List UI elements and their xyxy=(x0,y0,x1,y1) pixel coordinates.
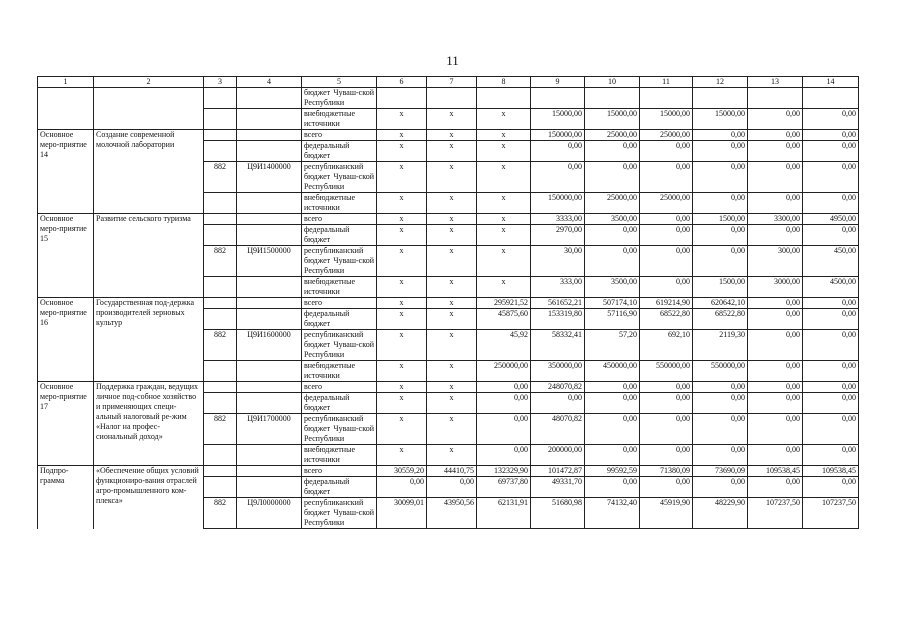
budget-code xyxy=(237,109,302,130)
measure-label: Основное меро-приятие 15 xyxy=(38,214,94,298)
value-cell: 0,00 xyxy=(748,141,803,162)
value-cell: 250000,00 xyxy=(477,361,531,382)
value-cell: 15000,00 xyxy=(531,109,585,130)
header-cell: 8 xyxy=(477,77,531,88)
funding-source: всего xyxy=(302,130,377,141)
value-cell: 0,00 xyxy=(585,382,640,393)
value-cell: 58332,41 xyxy=(531,330,585,361)
value-cell: 0,00 xyxy=(803,477,859,498)
value-cell: 200000,00 xyxy=(531,445,585,466)
ministry-code xyxy=(204,277,237,298)
value-cell: 150000,00 xyxy=(531,130,585,141)
header-cell: 3 xyxy=(204,77,237,88)
value-cell: 69737,80 xyxy=(477,477,531,498)
value-cell: 0,00 xyxy=(477,445,531,466)
value-cell: 0,00 xyxy=(585,393,640,414)
value-cell: 295921,52 xyxy=(477,298,531,309)
value-cell: x xyxy=(427,414,477,445)
header-cell: 11 xyxy=(640,77,693,88)
header-cell: 6 xyxy=(377,77,427,88)
budget-code xyxy=(237,361,302,382)
value-cell: 109538,45 xyxy=(803,466,859,477)
value-cell: x xyxy=(427,214,477,225)
value-cell: 0,00 xyxy=(748,225,803,246)
funding-source: федеральный бюджет xyxy=(302,309,377,330)
value-cell: 0,00 xyxy=(477,393,531,414)
ministry-code xyxy=(204,477,237,498)
ministry-code xyxy=(204,445,237,466)
budget-code: Ц9Л0000000 xyxy=(237,498,302,529)
value-cell: 550000,00 xyxy=(640,361,693,382)
measure-label: Основное меро-приятие 17 xyxy=(38,382,94,466)
ministry-code xyxy=(204,109,237,130)
value-cell: 0,00 xyxy=(748,382,803,393)
header-cell: 7 xyxy=(427,77,477,88)
value-cell: 44410,75 xyxy=(427,466,477,477)
value-cell: 0,00 xyxy=(640,477,693,498)
value-cell: 0,00 xyxy=(803,309,859,330)
ministry-code xyxy=(204,214,237,225)
budget-code xyxy=(237,466,302,477)
header-cell: 4 xyxy=(237,77,302,88)
budget-code: Ц9И1400000 xyxy=(237,162,302,193)
value-cell: 0,00 xyxy=(640,246,693,277)
value-cell: 0,00 xyxy=(748,130,803,141)
value-cell: 0,00 xyxy=(640,141,693,162)
value-cell: 48229,90 xyxy=(693,498,748,529)
value-cell: 0,00 xyxy=(693,477,748,498)
measure-description: Государственная под-держка производителей зерновых культур xyxy=(94,298,204,382)
value-cell: 68522,80 xyxy=(640,309,693,330)
value-cell xyxy=(377,88,427,109)
value-cell xyxy=(748,88,803,109)
measure-label: Подпро-грамма xyxy=(38,466,94,529)
value-cell: 45875,60 xyxy=(477,309,531,330)
value-cell: 25000,00 xyxy=(640,130,693,141)
value-cell: 15000,00 xyxy=(693,109,748,130)
value-cell: x xyxy=(377,162,427,193)
funding-source: всего xyxy=(302,466,377,477)
funding-source: федеральный бюджет xyxy=(302,477,377,498)
funding-source: внебюджетные источники xyxy=(302,361,377,382)
value-cell: x xyxy=(477,193,531,214)
value-cell: 0,00 xyxy=(427,477,477,498)
table-row xyxy=(38,382,859,393)
measure-description: «Обеспечение общих условий функциониро-вания отраслей агро-промышленного ком-плекса» xyxy=(94,466,204,529)
value-cell: 3500,00 xyxy=(585,214,640,225)
ministry-code xyxy=(204,382,237,393)
measure-description: Поддержка граждан, ведущих личное под-собное хозяйство и применяющих специ-альный налоговый ре-жим «Налог на профес-сиональный доход» xyxy=(94,382,204,466)
value-cell: 0,00 xyxy=(748,298,803,309)
value-cell: x xyxy=(427,193,477,214)
ministry-code xyxy=(204,361,237,382)
value-cell: 0,00 xyxy=(377,477,427,498)
value-cell: 0,00 xyxy=(693,141,748,162)
funding-source: внебюджетные источники xyxy=(302,193,377,214)
value-cell: 550000,00 xyxy=(693,361,748,382)
funding-source: всего xyxy=(302,382,377,393)
value-cell: x xyxy=(377,382,427,393)
value-cell: 0,00 xyxy=(640,382,693,393)
value-cell: 0,00 xyxy=(640,214,693,225)
value-cell: 132329,90 xyxy=(477,466,531,477)
value-cell: 620642,10 xyxy=(693,298,748,309)
value-cell: 0,00 xyxy=(640,445,693,466)
value-cell: x xyxy=(377,130,427,141)
header-cell: 9 xyxy=(531,77,585,88)
value-cell xyxy=(693,88,748,109)
value-cell: x xyxy=(477,225,531,246)
value-cell: 15000,00 xyxy=(640,109,693,130)
budget-code xyxy=(237,130,302,141)
value-cell: x xyxy=(427,298,477,309)
value-cell: 0,00 xyxy=(640,225,693,246)
value-cell: 692,10 xyxy=(640,330,693,361)
header-cell: 14 xyxy=(803,77,859,88)
funding-source: республиканский бюджет Чуваш-ской Республики xyxy=(302,414,377,445)
value-cell: 507174,10 xyxy=(585,298,640,309)
value-cell: x xyxy=(477,109,531,130)
value-cell: 0,00 xyxy=(531,393,585,414)
measure-description: Развитие сельского туризма xyxy=(94,214,204,298)
value-cell: 0,00 xyxy=(748,414,803,445)
value-cell: x xyxy=(377,361,427,382)
value-cell: 0,00 xyxy=(748,477,803,498)
value-cell: 3300,00 xyxy=(748,214,803,225)
value-cell: x xyxy=(427,130,477,141)
budget-code xyxy=(237,382,302,393)
header-cell: 13 xyxy=(748,77,803,88)
value-cell: 57116,90 xyxy=(585,309,640,330)
value-cell: 0,00 xyxy=(531,162,585,193)
value-cell: 45,92 xyxy=(477,330,531,361)
value-cell: 0,00 xyxy=(693,414,748,445)
value-cell: 0,00 xyxy=(803,361,859,382)
value-cell xyxy=(803,88,859,109)
budget-code xyxy=(237,214,302,225)
ministry-code xyxy=(204,309,237,330)
measure-label: Основное меро-приятие 16 xyxy=(38,298,94,382)
value-cell: 0,00 xyxy=(585,477,640,498)
budget-code xyxy=(237,477,302,498)
budget-code xyxy=(237,277,302,298)
value-cell: 450,00 xyxy=(803,246,859,277)
ministry-code: 882 xyxy=(204,246,237,277)
value-cell: 0,00 xyxy=(748,193,803,214)
value-cell: x xyxy=(427,141,477,162)
value-cell: 150000,00 xyxy=(531,193,585,214)
value-cell: 0,00 xyxy=(803,162,859,193)
value-cell: 0,00 xyxy=(585,141,640,162)
funding-source: внебюджетные источники xyxy=(302,445,377,466)
value-cell: 73690,09 xyxy=(693,466,748,477)
funding-source: бюджет Чуваш-ской Республики xyxy=(302,88,377,109)
budget-code xyxy=(237,309,302,330)
value-cell: 0,00 xyxy=(585,414,640,445)
funding-source: республиканский бюджет Чуваш-ской Республики xyxy=(302,330,377,361)
value-cell: x xyxy=(427,225,477,246)
value-cell: 0,00 xyxy=(803,298,859,309)
value-cell xyxy=(531,88,585,109)
value-cell: x xyxy=(377,309,427,330)
value-cell: 3333,00 xyxy=(531,214,585,225)
value-cell: 0,00 xyxy=(748,393,803,414)
table-row xyxy=(38,130,859,141)
value-cell: 0,00 xyxy=(640,414,693,445)
ministry-code: 882 xyxy=(204,414,237,445)
ministry-code xyxy=(204,225,237,246)
value-cell: 0,00 xyxy=(748,445,803,466)
value-cell: 0,00 xyxy=(748,162,803,193)
value-cell: x xyxy=(427,246,477,277)
value-cell: 0,00 xyxy=(531,141,585,162)
value-cell: x xyxy=(377,393,427,414)
value-cell: 0,00 xyxy=(803,193,859,214)
value-cell: 43950,56 xyxy=(427,498,477,529)
value-cell: 0,00 xyxy=(693,246,748,277)
budget-code xyxy=(237,88,302,109)
value-cell: 0,00 xyxy=(693,382,748,393)
funding-source: федеральный бюджет xyxy=(302,393,377,414)
value-cell: 30,00 xyxy=(531,246,585,277)
value-cell: 30099,01 xyxy=(377,498,427,529)
value-cell: x xyxy=(427,361,477,382)
value-cell: 0,00 xyxy=(803,141,859,162)
value-cell: x xyxy=(377,109,427,130)
value-cell: 0,00 xyxy=(803,225,859,246)
budget-code: Ц9И1500000 xyxy=(237,246,302,277)
funding-source: внебюджетные источники xyxy=(302,109,377,130)
table-row xyxy=(38,88,859,109)
value-cell: 0,00 xyxy=(748,330,803,361)
value-cell: 1500,00 xyxy=(693,277,748,298)
table-row xyxy=(38,466,859,477)
budget-code xyxy=(237,393,302,414)
value-cell: 0,00 xyxy=(803,330,859,361)
ministry-code xyxy=(204,393,237,414)
value-cell: 25000,00 xyxy=(585,193,640,214)
value-cell: 2119,30 xyxy=(693,330,748,361)
value-cell: x xyxy=(427,162,477,193)
value-cell: 0,00 xyxy=(693,225,748,246)
header-cell: 2 xyxy=(94,77,204,88)
ministry-code: 882 xyxy=(204,330,237,361)
value-cell: 0,00 xyxy=(640,162,693,193)
value-cell: x xyxy=(427,309,477,330)
value-cell: 619214,90 xyxy=(640,298,693,309)
funding-source: республиканский бюджет Чуваш-ской Республики xyxy=(302,162,377,193)
value-cell: 4500,00 xyxy=(803,277,859,298)
header-cell: 5 xyxy=(302,77,377,88)
value-cell: 51680,98 xyxy=(531,498,585,529)
value-cell: 71380,09 xyxy=(640,466,693,477)
budget-code xyxy=(237,141,302,162)
value-cell: 45919,90 xyxy=(640,498,693,529)
budget-code: Ц9И1700000 xyxy=(237,414,302,445)
value-cell: x xyxy=(427,382,477,393)
budget-code xyxy=(237,193,302,214)
value-cell: 109538,45 xyxy=(748,466,803,477)
value-cell: 30559,20 xyxy=(377,466,427,477)
value-cell: 0,00 xyxy=(585,225,640,246)
value-cell: x xyxy=(427,330,477,361)
value-cell: x xyxy=(377,225,427,246)
value-cell: x xyxy=(427,393,477,414)
value-cell: 25000,00 xyxy=(585,130,640,141)
header-row xyxy=(38,77,859,88)
page-number: 11 xyxy=(446,53,459,68)
funding-source: федеральный бюджет xyxy=(302,141,377,162)
value-cell: 0,00 xyxy=(803,414,859,445)
value-cell: 49331,70 xyxy=(531,477,585,498)
measure-label: Основное меро-приятие 14 xyxy=(38,130,94,214)
value-cell: 450000,00 xyxy=(585,361,640,382)
ministry-code xyxy=(204,88,237,109)
value-cell: 0,00 xyxy=(477,382,531,393)
value-cell: x xyxy=(377,214,427,225)
value-cell: 0,00 xyxy=(477,414,531,445)
value-cell: x xyxy=(377,414,427,445)
ministry-code xyxy=(204,466,237,477)
value-cell: x xyxy=(427,277,477,298)
value-cell: 0,00 xyxy=(585,445,640,466)
budget-code: Ц9И1600000 xyxy=(237,330,302,361)
budget-code xyxy=(237,298,302,309)
value-cell: 350000,00 xyxy=(531,361,585,382)
value-cell: 99592,59 xyxy=(585,466,640,477)
value-cell: x xyxy=(377,277,427,298)
value-cell: 25000,00 xyxy=(640,193,693,214)
value-cell: 0,00 xyxy=(585,246,640,277)
value-cell: x xyxy=(377,445,427,466)
value-cell: x xyxy=(477,277,531,298)
value-cell: x xyxy=(377,330,427,361)
value-cell: 153319,80 xyxy=(531,309,585,330)
value-cell xyxy=(477,88,531,109)
budget-table xyxy=(37,76,859,529)
measure-label xyxy=(38,88,94,130)
value-cell: 333,00 xyxy=(531,277,585,298)
table-row xyxy=(38,298,859,309)
funding-source: федеральный бюджет xyxy=(302,225,377,246)
ministry-code: 882 xyxy=(204,498,237,529)
value-cell: 0,00 xyxy=(748,361,803,382)
value-cell: x xyxy=(477,130,531,141)
funding-source: республиканский бюджет Чуваш-ской Республики xyxy=(302,246,377,277)
funding-source: всего xyxy=(302,214,377,225)
value-cell: 0,00 xyxy=(693,445,748,466)
value-cell: 0,00 xyxy=(748,109,803,130)
funding-source: внебюджетные источники xyxy=(302,277,377,298)
value-cell: 0,00 xyxy=(803,130,859,141)
value-cell: 0,00 xyxy=(748,309,803,330)
measure-description xyxy=(94,88,204,130)
budget-code xyxy=(237,225,302,246)
value-cell: 4950,00 xyxy=(803,214,859,225)
value-cell xyxy=(427,88,477,109)
value-cell: x xyxy=(377,193,427,214)
value-cell: 0,00 xyxy=(803,445,859,466)
value-cell: 68522,80 xyxy=(693,309,748,330)
funding-source: всего xyxy=(302,298,377,309)
header-cell: 10 xyxy=(585,77,640,88)
value-cell: 0,00 xyxy=(585,162,640,193)
value-cell: 0,00 xyxy=(640,277,693,298)
value-cell: x xyxy=(377,246,427,277)
value-cell: 3500,00 xyxy=(585,277,640,298)
header-cell: 1 xyxy=(38,77,94,88)
value-cell xyxy=(585,88,640,109)
value-cell: 3000,00 xyxy=(748,277,803,298)
value-cell: x xyxy=(427,445,477,466)
value-cell: 74132,40 xyxy=(585,498,640,529)
value-cell: 57,20 xyxy=(585,330,640,361)
table-row xyxy=(38,214,859,225)
value-cell: 48070,82 xyxy=(531,414,585,445)
funding-source: республиканский бюджет Чуваш-ской Республики xyxy=(302,498,377,529)
value-cell: 0,00 xyxy=(803,393,859,414)
value-cell: 107237,50 xyxy=(748,498,803,529)
value-cell: 0,00 xyxy=(803,382,859,393)
ministry-code xyxy=(204,141,237,162)
value-cell: 62131,91 xyxy=(477,498,531,529)
value-cell: x xyxy=(477,246,531,277)
value-cell: 15000,00 xyxy=(585,109,640,130)
value-cell: 0,00 xyxy=(803,109,859,130)
ministry-code xyxy=(204,193,237,214)
value-cell: 1500,00 xyxy=(693,214,748,225)
value-cell xyxy=(640,88,693,109)
value-cell: x xyxy=(477,141,531,162)
value-cell: 107237,50 xyxy=(803,498,859,529)
value-cell: 561652,21 xyxy=(531,298,585,309)
value-cell: 248070,82 xyxy=(531,382,585,393)
ministry-code xyxy=(204,298,237,309)
value-cell: 0,00 xyxy=(693,130,748,141)
value-cell: x xyxy=(477,214,531,225)
value-cell: 0,00 xyxy=(693,393,748,414)
value-cell: 300,00 xyxy=(748,246,803,277)
value-cell: 0,00 xyxy=(640,393,693,414)
ministry-code: 882 xyxy=(204,162,237,193)
value-cell: 2970,00 xyxy=(531,225,585,246)
value-cell: x xyxy=(427,109,477,130)
value-cell: 101472,87 xyxy=(531,466,585,477)
value-cell: x xyxy=(377,141,427,162)
budget-code xyxy=(237,445,302,466)
measure-description: Создание современной молочной лаборатории xyxy=(94,130,204,214)
header-cell: 12 xyxy=(693,77,748,88)
value-cell: 0,00 xyxy=(693,162,748,193)
value-cell: x xyxy=(477,162,531,193)
ministry-code xyxy=(204,130,237,141)
value-cell: x xyxy=(377,298,427,309)
value-cell: 0,00 xyxy=(693,193,748,214)
